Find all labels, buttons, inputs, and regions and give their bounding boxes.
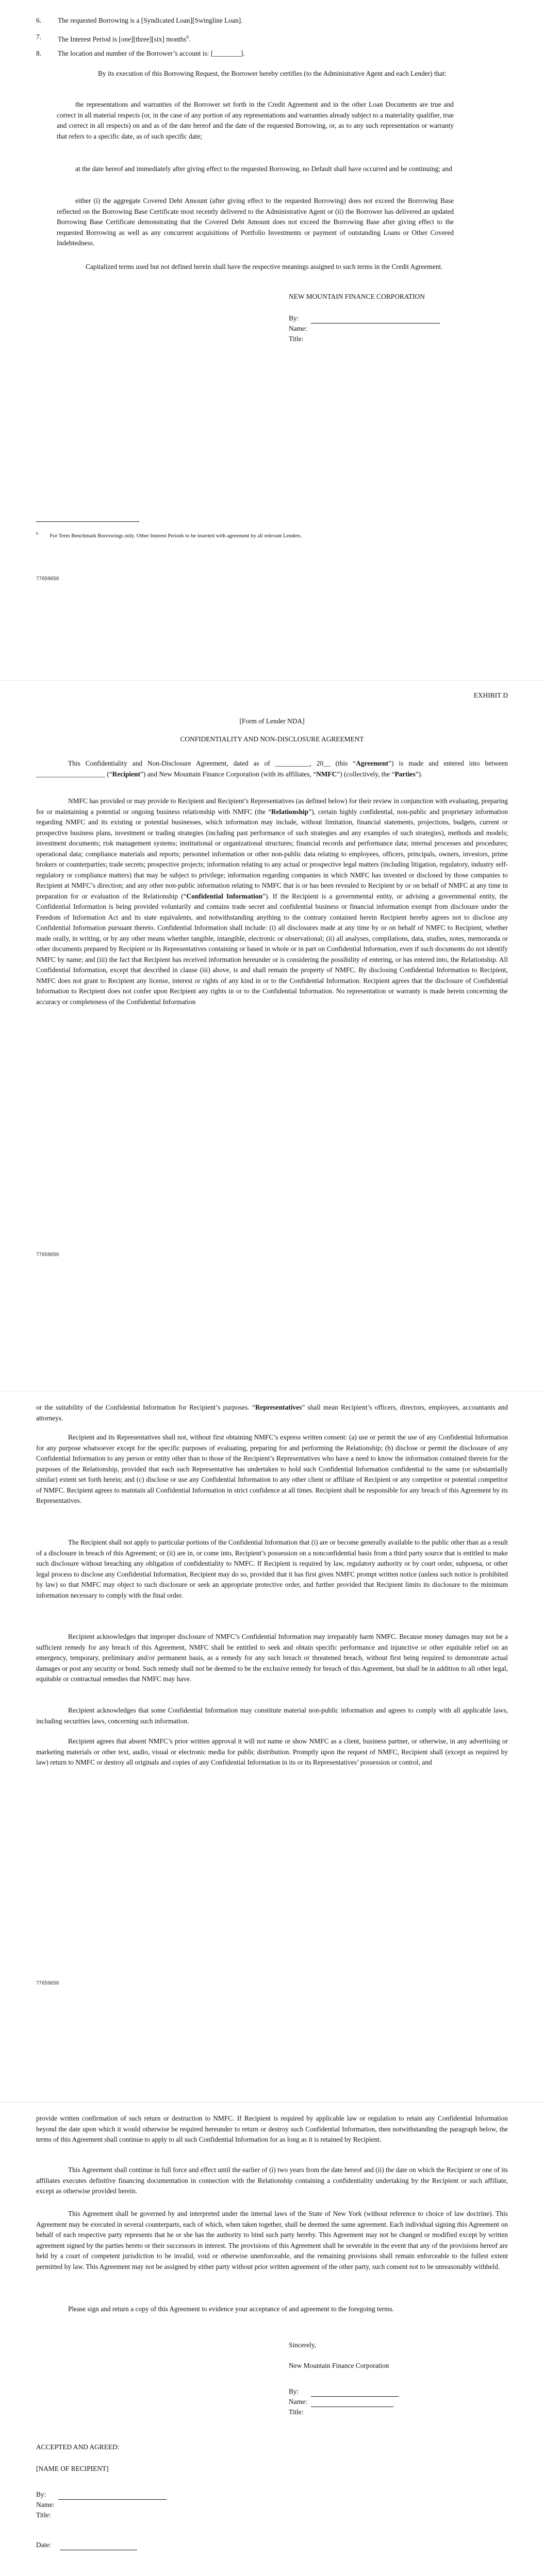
by-label: By: (36, 2490, 46, 2498)
certification-paragraph: By its execution of this Borrowing Request, the Borrower hereby certifies (to the Administrative Agent and each Lender) that: (98, 70, 447, 77)
representatives-paragraph: or the suitability of the Confidential Information for Recipient’s purposes. “Representatives” shall mean Recipient’s officers, directors, employees, accountants and attorneys. (36, 1403, 508, 1422)
item-number: 8. (36, 49, 42, 57)
use-restrictions-paragraph: Recipient and its Representatives shall not, without first obtaining NMFC’s express written consent: (a) use or permit the use of any Confidential Information for any purpose whatsoever except for the specific purposes of evaluating, preparing for and performing the Relationship; (b) disclose or permit the disclosure of any Confidential Information to any person or entity other than to those of the Recipient’s Representatives who have a need to know the information contained therein for the purposes of the Relationship, provided that each such Representative has undertaken to hold such Confidential Information confidential to the same (or substantially similar) extent set forth herein; and (c) disclose or use any Confidential Information to any other client or affiliate of Recipient or any competitor or potential competitor of NMFC. Recipient agrees to maintain all Confidential Information in strict confidence at all times. Recipient shall be responsible for any breach of this Agreement by its Representatives. (36, 1433, 508, 1504)
footnote (36, 530, 508, 540)
company-name: NEW MOUNTAIN FINANCE CORPORATION (289, 293, 425, 300)
securities-law-paragraph: Recipient acknowledges that some Confidential Information may constitute material non-public information and agrees to comply with all applicable laws, including securities laws, concerning such information. (36, 1706, 508, 1725)
footnote-text: For Term Benchmark Borrowings only. Other Interest Periods to be inserted with agreement by all relevant Lenders. (50, 533, 302, 539)
page-separator (0, 680, 544, 681)
intro-paragraph: This Confidentiality and Non-Disclosure Agreement, dated as of __________, 20__ (this “Agreement”) is made and entered into between ____________________ (“Recipient”) and New Mountain Finance Corporation (with its affiliates, “NMFC”) (collectively, the “Parties”). (36, 759, 508, 778)
page-1: 6. The requested Borrowing is a [Syndicated Loan][Swingline Loan]. 7. The Interest Period is [one][three][six] months$^6$. 8. The location and number of the Borrower’s account is: [________]. By its execution of this Borrowing Request, the Borrower hereby certifies (to the Administrative Agent and each Lender) that: the representations and warranties of the Borrower set forth in the Credit Agreement and in the other Loan Documents are true and correct in all material respects (or, in the case of any portion of any representations and warranties already subject to a materiality qualifier, true and correct in all respects) on and as of the date hereof and the date of the requested Borrowing, or, as to any such representation or warranty that refers to a specific date, as of such specific date; at the date hereof and immediately after giving effect to the requested Borrowing, no Default shall have occurred and be continuing; and either (i) the aggregate Covered Debt Amount (after giving effect to the requested Borrowing) does not exceed the Borrowing Base reflected on the Borrowing Base Certificate most recently delivered to the Administrative Agent or (ii) the Borrower has delivered an updated Borrowing Base Certificate demonstrating that the Covered Debt Amount does not exceed the Borrowing Base after giving effect to the requested Borrowing as well as any concurrent acquisitions of Portfolio Investments or payment of outstanding Loans or Other Covered Indebtedness. Capitalized terms used but not defined herein shall have the respective meanings assigned to such terms in the Credit Agreement. NEW MOUNTAIN FINANCE CORPORATION By: Name: Title: $^6$ For Term Benchmark Borrowings only. Other Interest Periods to be inserted with agreement by all relevant Lenders. 77659656 (0, 0, 544, 685)
governing-law-paragraph: This Agreement shall be governed by and interpreted under the internal laws of the State of New York (without reference to choice of law doctrine). This Agreement may be executed in several counterparts, each of which, when taken together, shall be deemed the same agreement. Each individual signing this Agreement on behalf of each respective party represents that he or she has the authority to bind such party hereby. This Agreement may not be changed or modified except by written agreement signed by the parties hereto or their successors in interest. The provisions of this Agreement shall be severable in the event that any of the provisions hereof are held by a court of competent jurisdiction to be invalid, void or otherwise unenforceable, and the remaining provisions shall remain enforceable to the fullest extent permitted by law. This Agreement may not be assigned by either party without prior written agreement of the other party, such consent not to be unreasonably withheld. (36, 2210, 508, 2270)
exceptions-paragraph: The Recipient shall not apply to particular portions of the Confidential Information that (i) are or become generally available to the public other than as a result of a disclosure in breach of this Agreement; or (ii) are in, or come into, Recipient’s possession on a nonconfidential basis from a third party source that is entitled to make such disclosure without breaching any obligation of confidentiality to NMFC. If Recipient is required by law, regulatory authority or by court order, subpoena, or other legal process to disclose any Confidential Information, Recipient may do so, provided that it has first given NMFC prompt written notice (unless such notice is prohibited by law) so that NMFC may object to such disclosure or seek an appropriate protective order, and further provided that Recipient limits its disclosure to the minimum information necessary to comply with the final order. (36, 1538, 508, 1599)
item-number: 7. (36, 33, 42, 41)
footnote-divider (36, 521, 139, 522)
by-label: By: (289, 314, 299, 322)
exhibit-label: EXHIBIT D (473, 691, 508, 699)
term-paragraph: This Agreement shall continue in full force and effect until the earlier of (i) two years from the date hereof and (ii) the date on which the Recipient or one of its affiliates executes definitive financing documentation in connection with the Relationship containing a confidentiality undertaking by the Recipient or such affiliate, except as otherwise provided herein. (36, 2166, 508, 2195)
name-label: Name: (289, 2398, 307, 2405)
by-label: By: (289, 2387, 299, 2395)
no-default-paragraph: at the date hereof and immediately after giving effect to the requested Borrowing, no Default shall have occurred and be continuing; and (75, 165, 452, 173)
capitalized-terms-paragraph: Capitalized terms used but not defined herein shall have the respective meanings assigned to such terms in the Credit Agreement. (86, 263, 443, 270)
title-label: Title: (289, 2408, 304, 2416)
confidential-information-paragraph: NMFC has provided or may provide to Recipient and Recipient’s Representatives (as defined below) for their review in conjunction with evaluating, preparing for or maintaining a potential or ongoing business relationship with NMFC (the “Relationship”), certain highly confidential, non-public and proprietary information regarding NMFC and its existing or potential businesses, which information may include, without limitation, financial statements, projections, budgets, current or prospective business plans, investment or trading strategies (including past performance of such strategies and any examples of such strategies), methods and models; investment documents; risk management systems; institutional or organizational structures; financial records and performance data; internal processes and procedures; operational data; compliance materials and reports; personnel information or other non-public data relating to employees, officers, principals, owners, investors, prime brokers or counterparties; trade secrets; prospective projects; information relating to any actual or prospective legal matters (including litigation, regulatory, industry self-regulatory or compliance matters) that may be subject to privilege; information regarding companies in which NMFC has invested or disclosed by those companies to Recipient at NMFC’s direction; and any other non-public information relating to NMFC that is or has been revealed to Recipient by or on behalf of NMFC at any time in preparation for or evaluation of the Relationship (“Confidential Information”). If the Recipient is a governmental entity, or advising a governmental entity, the Confidential Information is being provided voluntarily and contains trade secret and confidential business or financial information exempt from disclosure under the Freedom of Information Act and its state equivalents, and notwithstanding anything to the contrary contained herein Recipient hereby agrees not to disclose any Confidential Information pursuant thereto. Confidential Information shall include: (i) all disclosures made at any time by or on behalf of NMFC to Recipient, whether made orally, in writing, or by any other means whether tangible, intangible, electronic or observational; (ii) all analyses, compilations, data, studies, notes, memoranda or other documents prepared by Recipient or its Representatives containing or based in whole or in part on Confidential Information, even if such documents do not identify NMFC by name; and (iii) the fact that Recipient has received information hereunder or is considering the possibility of entering, or has entered into, the Relationship. All Confidential Information, except that described in clause (iii) above, is and shall remain the property of NMFC. By disclosing Confidential Information to Recipient, NMFC does not grant to Recipient any license, interest or rights of any kind in or to the Confidential Information. Recipient agrees that the disclosure of Confidential Information to Recipient does not confer upon Recipient any rights in or to the Confidential Information. No representation or warranty is made herein concerning the accuracy or completeness of the Confidential Information (36, 797, 508, 1006)
signature-block (289, 313, 454, 344)
item-text: The Interest Period is [one][three][six] months (58, 35, 187, 43)
name-label: Name: (289, 325, 307, 332)
document-id: 77659656 (36, 1252, 59, 1258)
document-id: 77659656 (36, 576, 59, 582)
document-id: 77659656 (36, 1980, 59, 1986)
remedies-paragraph: Recipient acknowledges that improper disclosure of NMFC’s Confidential Information may irreparably harm NMFC. Because money damages may not be a sufficient remedy for any breach of this Agreement, NMFC shall be entitled to seek and obtain specific performance and injunctive or other equitable relief on an emergency, temporary, preliminary and/or permanent basis, as a remedy for any such breach or threatened breach, without first being required to demonstrate actual damages or post any security or bond. Such remedy shall not be deemed to be the exclusive remedy for breach of this Agreement, but shall be in addition to all other legal, equitable or contractual remedies that NMFC may have. (36, 1633, 508, 1683)
date-label: Date: (36, 2541, 51, 2549)
company-name: New Mountain Finance Corporation (289, 2362, 389, 2369)
item-number: 6. (36, 16, 42, 24)
title-label: Title: (289, 335, 304, 343)
sincerely-label: Sincerely, (289, 2341, 317, 2349)
page-2 (0, 690, 544, 1376)
page-4 (0, 2113, 544, 2576)
borrowing-base-paragraph: either (i) the aggregate Covered Debt Amount (after giving effect to the requested Borrowing) does not exceed the Borrowing Base reflected on the Borrowing Base Certificate most recently delivered to the Administrative Agent or (ii) the Borrower has delivered an updated Borrowing Base Certificate demonstrating that the Covered Debt Amount does not exceed the Borrowing Base after giving effect to the requested Borrowing as well as any concurrent acquisitions of Portfolio Investments or payment of outstanding Loans or Other Covered Indebtedness. (57, 197, 454, 247)
nmfc-signature-block (289, 2386, 454, 2417)
page-separator (0, 2102, 544, 2103)
recipient-name: [NAME OF RECIPIENT] (36, 2465, 109, 2472)
name-label: Name: (36, 2501, 55, 2509)
title-label: Title: (36, 2511, 51, 2519)
page-separator (0, 1391, 544, 1392)
return-destruction-paragraph: provide written confirmation of such return or destruction to NMFC. If Recipient is required by applicable law or regulation to retain any Confidential Information beyond the date upon which it would otherwise be required hereunder to return or destroy such Confidential Information, then notwithstanding the paragraph below, the terms of this Agreement shall continue to apply to all such Confidential Information for as long as it is retained by Recipient. (36, 2114, 508, 2143)
item-text: The requested Borrowing is a [Syndicated Loan][Swingline Loan]. (58, 16, 243, 24)
representations-paragraph: the representations and warranties of the Borrower set forth in the Credit Agreement and in the other Loan Documents are true and correct in all material respects (or, in the case of any portion of any representations and warranties already subject to a materiality qualifier, true and correct in all respects) on and as of the date hereof and the date of the requested Borrowing, or, as to any such representation or warranty that refers to a specific date, as of such specific date; (57, 100, 454, 140)
recipient-signature-block (36, 2489, 201, 2520)
item-text: The location and number of the Borrower’s account is: [________]. (58, 49, 245, 57)
signature-line (58, 2499, 167, 2500)
publicity-return-paragraph: Recipient agrees that absent NMFC’s prior written approval it will not name or show NMFC as a client, business partner, or otherwise, in any advertising or marketing materials or other text, audio, visual or electronic media for public distribution. Promptly upon the request of NMFC, Recipient shall (except as required by law) return to NMFC or destroy all originals and copies of any Confidential Information in its or its Representatives’ possession or control, and (36, 1737, 508, 1766)
footnote-number: 6 (36, 531, 38, 536)
page-3 (0, 1402, 544, 2088)
agreement-title: CONFIDENTIALITY AND NON-DISCLOSURE AGREEMENT (180, 735, 364, 743)
date-field (36, 2540, 137, 2550)
form-title: [Form of Lender NDA] (239, 717, 305, 725)
name-line (311, 2406, 393, 2407)
footnote-ref: 6 (186, 35, 189, 40)
signature-line (311, 323, 440, 324)
acceptance-request-paragraph: Please sign and return a copy of this Agreement to evidence your acceptance of and agreement to the foregoing terms. (68, 2305, 394, 2313)
accepted-label: ACCEPTED AND AGREED: (36, 2443, 120, 2451)
